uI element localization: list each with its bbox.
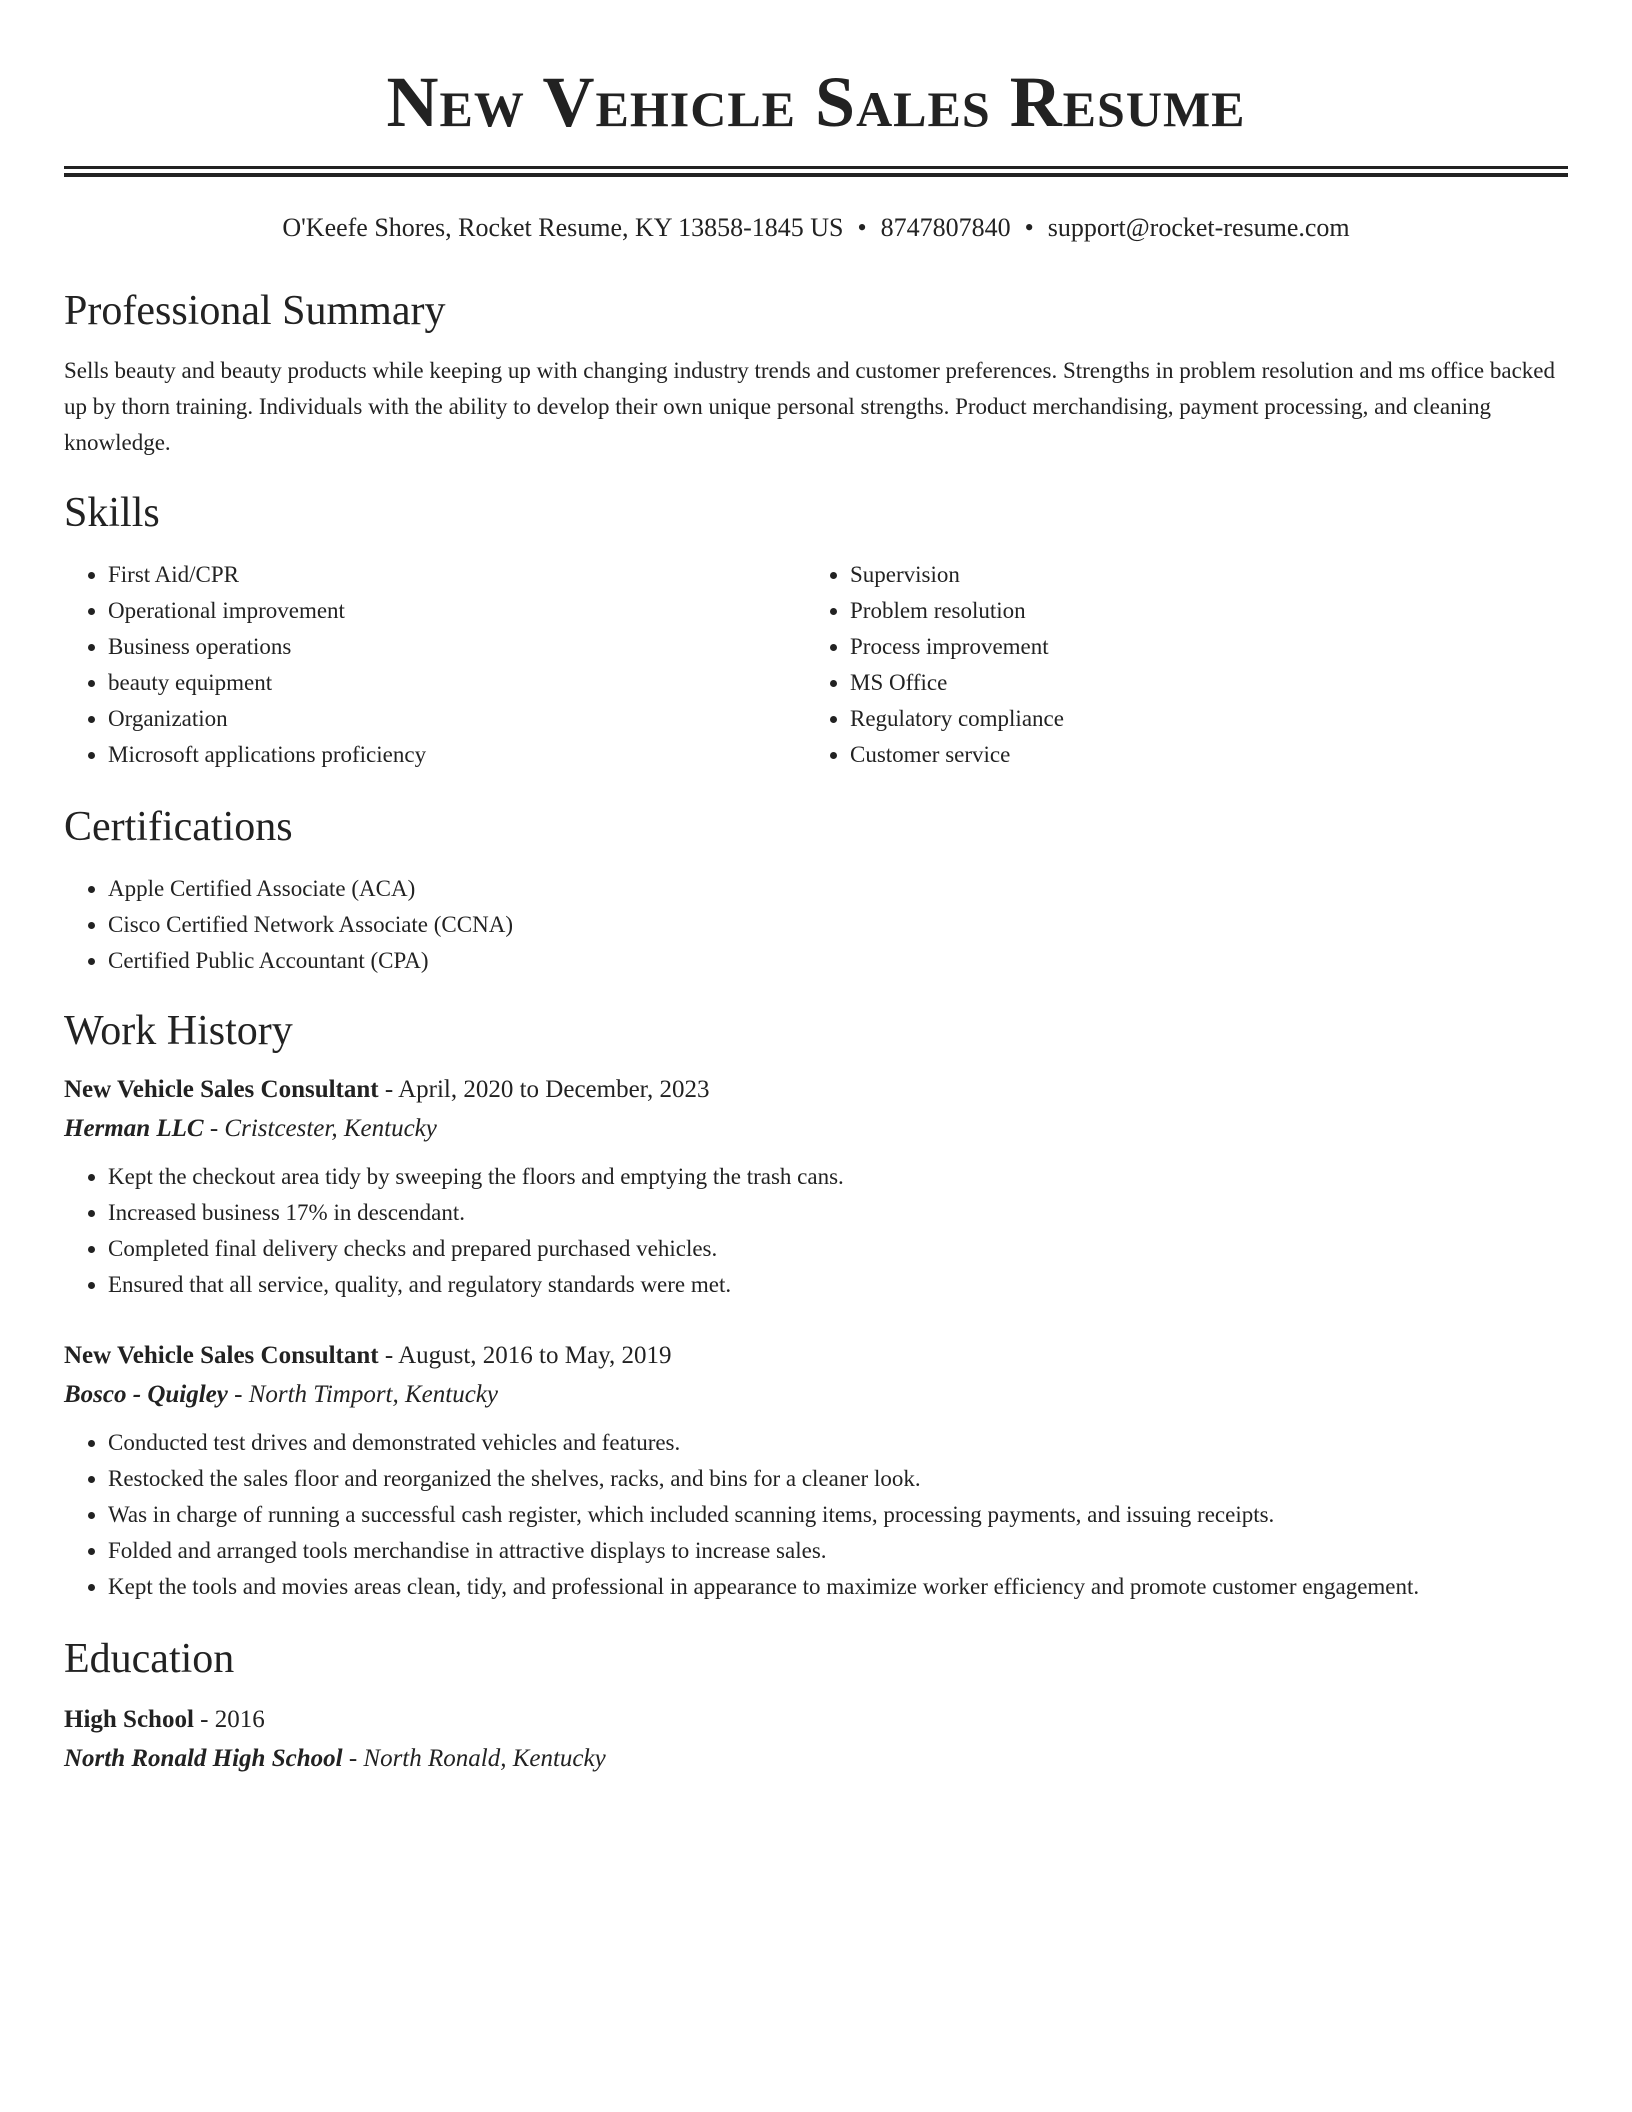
contact-line [64,211,1568,245]
skill-item: • beauty equipment [108,665,806,701]
skill-item: • Regulatory compliance [850,701,1548,737]
certification-item: • Cisco Certified Network Associate (CCNA) [108,907,1568,943]
skill-item: • Customer service [850,737,1548,773]
company-line [64,1109,1568,1149]
skill-item: • Process improvement [850,629,1548,665]
certification-item: • Apple Certified Associate (ACA) [108,871,1568,907]
job-dates: - April, 2020 to December, 2023 [378,1076,710,1103]
education-heading: Education [64,1636,235,1682]
skill-item: • Supervision [850,557,1548,593]
job-duty: • Folded and arranged tools merchandise in attractive displays to increase sales. [108,1533,1568,1569]
job-entry [64,1337,1568,1605]
contact-separator: • [1024,213,1034,242]
company-location: - North Timport, Kentucky [227,1381,499,1408]
certifications-heading: Certifications [64,804,293,850]
job-title: New Vehicle Sales Consultant [64,1076,379,1103]
education-entry [64,1701,1568,1779]
title-rule-top [64,166,1568,169]
work-history-heading: Work History [64,1008,293,1054]
skill-item: • Business operations [108,629,806,665]
job-duty: • Restocked the sales floor and reorganized the shelves, racks, and bins for a cleaner look. [108,1461,1568,1497]
skill-item: • Microsoft applications proficiency [108,737,806,773]
company-name: Bosco - Quigley [64,1381,228,1408]
company-line [64,1375,1568,1415]
title-rule-bottom [64,173,1568,177]
degree-line [64,1701,1568,1739]
job-duties-list [64,1159,1568,1303]
school-location: - North Ronald, Kentucky [342,1745,606,1772]
skills-columns [64,557,1568,773]
job-dates: - August, 2016 to May, 2019 [378,1342,672,1369]
school-line [64,1739,1568,1779]
job-title-line [64,1071,1568,1109]
school-name: North Ronald High School [64,1745,343,1772]
skills-heading: Skills [64,490,160,536]
summary-heading: Professional Summary [64,288,446,334]
job-title-line [64,1337,1568,1375]
job-duty: • Increased business 17% in descendant. [108,1195,1568,1231]
job-duty: • Conducted test drives and demonstrated vehicles and features. [108,1425,1568,1461]
skill-item: • Problem resolution [850,593,1548,629]
skills-list-left [64,557,806,773]
resume-page [64,0,1568,1779]
degree-year: - 2016 [193,1706,265,1733]
degree-name: High School [64,1706,194,1733]
contact-phone: 8747807840 [880,213,1011,242]
job-duties-list [64,1425,1568,1605]
job-duty: • Kept the tools and movies areas clean, tidy, and professional in appearance to maximize worker efficiency and promote customer engagement. [108,1569,1568,1605]
company-name: Herman LLC [64,1115,204,1142]
job-duty: • Was in charge of running a successful cash register, which included scanning items, processing payments, and issuing receipts. [108,1497,1568,1533]
certifications-list [64,871,1568,979]
skill-item: • First Aid/CPR [108,557,806,593]
resume-title: New Vehicle Sales Resume [386,62,1246,142]
job-entry [64,1071,1568,1303]
skill-item: • Organization [108,701,806,737]
skill-item: • MS Office [850,665,1548,701]
skill-item: • Operational improvement [108,593,806,629]
job-duty: • Completed final delivery checks and prepared purchased vehicles. [108,1231,1568,1267]
contact-email: support@rocket-resume.com [1047,213,1350,242]
contact-separator: • [857,213,867,242]
job-duty: • Kept the checkout area tidy by sweeping the floors and emptying the trash cans. [108,1159,1568,1195]
company-location: - Cristcester, Kentucky [203,1115,437,1142]
contact-address: O'Keefe Shores, Rocket Resume, KY 13858-1845 US [282,213,844,242]
job-duty: • Ensured that all service, quality, and regulatory standards were met. [108,1267,1568,1303]
job-title: New Vehicle Sales Consultant [64,1342,379,1369]
summary-text: Sells beauty and beauty products while keeping up with changing industry trends and customer preferences. Strengths in problem resolution and ms office backed up by thorn training. Individuals with the ability to develop their own unique personal strengths. Product merchandising, payment processing, and cleaning knowledge. [64,358,1556,455]
skills-list-right [806,557,1548,773]
certification-item: • Certified Public Accountant (CPA) [108,943,1568,979]
